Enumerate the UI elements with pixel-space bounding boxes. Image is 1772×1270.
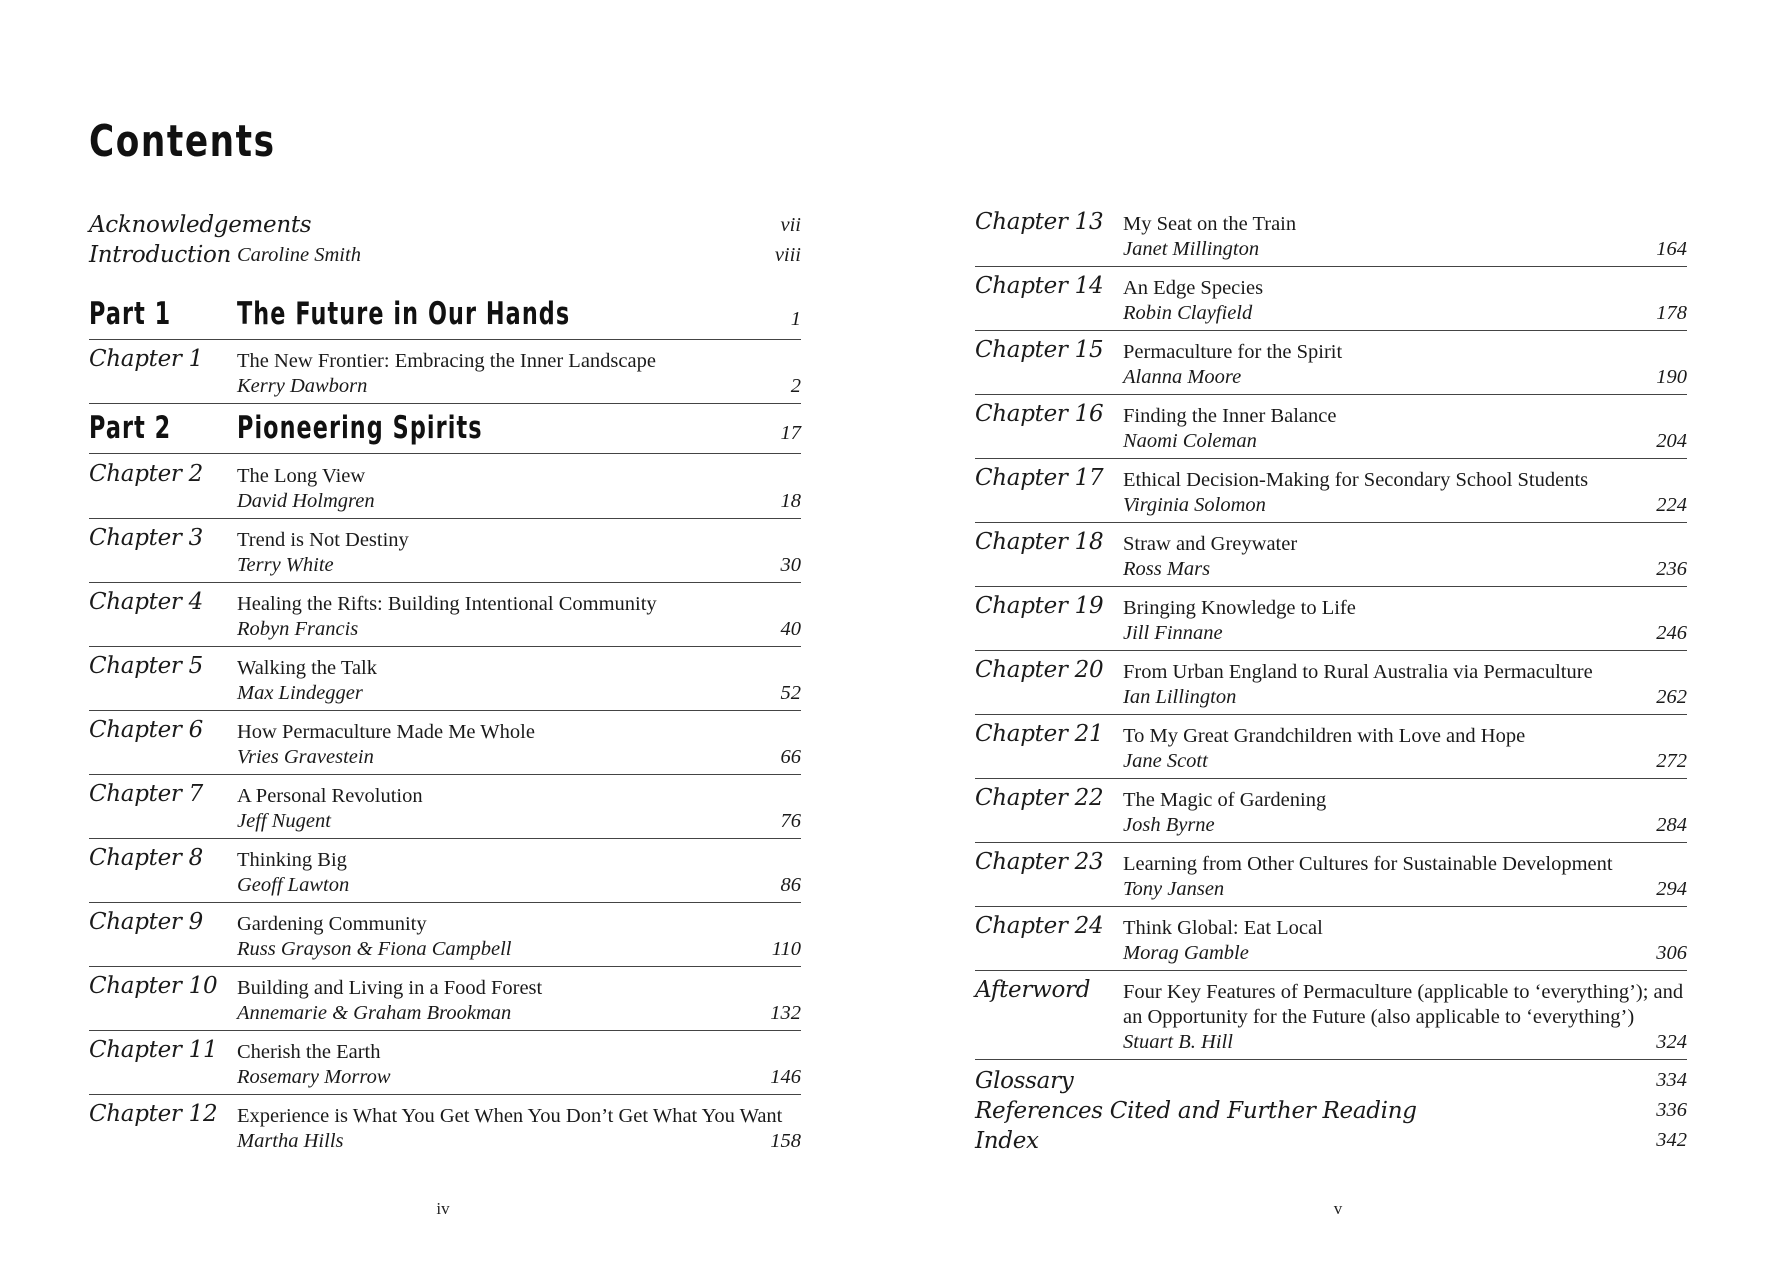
toc-entry[interactable] — [975, 779, 1687, 843]
toc-entry[interactable] — [89, 903, 801, 967]
chapter-title: A Personal Revolution — [237, 785, 423, 807]
chapter-author: Annemarie & Graham Brookman — [237, 1002, 512, 1024]
chapter-title: An Edge Species — [1123, 277, 1264, 299]
chapter-label: Chapter 2 — [89, 461, 203, 487]
chapter-author: Alanna Moore — [1123, 366, 1242, 388]
chapter-title: Permaculture for the Spirit — [1123, 341, 1343, 363]
chapter-title: Straw and Greywater — [1123, 533, 1298, 555]
chapter-label: Chapter 3 — [89, 525, 203, 551]
contents-heading: Contents — [89, 116, 276, 167]
back-matter-entry[interactable] — [975, 1066, 1687, 1096]
entry-label: References Cited and Further Reading — [975, 1098, 1417, 1124]
afterword-author: Stuart B. Hill — [1123, 1031, 1233, 1053]
chapter-author: Martha Hills — [237, 1130, 344, 1152]
toc-entry[interactable] — [89, 1095, 801, 1158]
toc-entry[interactable] — [975, 587, 1687, 651]
entry-label: Acknowledgements — [89, 212, 312, 238]
entry-author: Caroline Smith — [237, 244, 361, 266]
page-number-left: iv — [436, 1199, 450, 1218]
chapter-title: Trend is Not Destiny — [237, 529, 409, 551]
page-number: 86 — [780, 874, 801, 896]
chapter-author: Robin Clayfield — [1123, 302, 1253, 324]
toc-entry[interactable] — [89, 839, 801, 903]
toc-entry[interactable] — [89, 647, 801, 711]
chapter-label: Chapter 9 — [89, 909, 203, 935]
chapter-author: David Holmgren — [237, 490, 375, 512]
page-number-right: v — [1333, 1199, 1343, 1218]
page-number: 76 — [780, 810, 801, 832]
page-number: viii — [774, 244, 801, 266]
chapter-author: Terry White — [237, 554, 334, 576]
chapter-label: Chapter 16 — [975, 401, 1104, 427]
chapter-label: Chapter 11 — [89, 1037, 218, 1063]
page-number: 164 — [1656, 238, 1687, 260]
chapter-title: Healing the Rifts: Building Intentional Community — [237, 593, 657, 615]
toc-entry[interactable] — [975, 715, 1687, 779]
page-number: 272 — [1656, 750, 1687, 772]
chapter-label: Chapter 13 — [975, 209, 1104, 235]
page-number: 178 — [1656, 302, 1687, 324]
chapter-author: Jeff Nugent — [237, 810, 331, 832]
page-number: 132 — [770, 1002, 801, 1024]
chapter-label: Chapter 24 — [975, 913, 1104, 939]
chapter-title: Think Global: Eat Local — [1123, 917, 1323, 939]
toc-entry[interactable] — [89, 583, 801, 647]
page-number: 30 — [780, 554, 801, 576]
page-number: 110 — [771, 938, 801, 960]
chapter-author: Jill Finnane — [1123, 622, 1223, 644]
chapter-label: Chapter 23 — [975, 849, 1104, 875]
part-label: Part 2 — [89, 410, 172, 446]
page-number: 66 — [780, 746, 801, 768]
page-number: vii — [780, 214, 801, 236]
chapter-label: Chapter 19 — [975, 593, 1104, 619]
page-number: 17 — [780, 422, 801, 444]
chapter-label: Chapter 4 — [89, 589, 203, 615]
toc-entry[interactable] — [975, 651, 1687, 715]
page-number: 40 — [780, 618, 801, 640]
chapter-author: Ian Lillington — [1123, 686, 1237, 708]
chapter-author: Morag Gamble — [1123, 942, 1249, 964]
right-page — [886, 0, 1772, 1270]
front-matter-entry[interactable] — [89, 240, 801, 270]
toc-entry[interactable] — [89, 775, 801, 839]
toc-entry[interactable] — [975, 907, 1687, 971]
chapter-title: Walking the Talk — [237, 657, 378, 679]
entry-label: Introduction — [89, 242, 232, 268]
chapter-label: Chapter 7 — [89, 781, 203, 807]
chapter-author: Max Lindegger — [237, 682, 363, 704]
page-number: 334 — [1656, 1069, 1687, 1091]
chapter-title: Experience is What You Get When You Don’t Get What You Want — [237, 1105, 783, 1127]
chapter-author: Kerry Dawborn — [237, 375, 368, 397]
page-number: 146 — [770, 1066, 801, 1088]
chapter-label: Chapter 22 — [975, 785, 1104, 811]
chapter-author: Tony Jansen — [1123, 878, 1225, 900]
page-number: 306 — [1656, 942, 1687, 964]
chapter-title: Learning from Other Cultures for Sustainable Development — [1123, 853, 1613, 875]
page-number: 18 — [780, 490, 801, 512]
chapter-title: Gardening Community — [237, 913, 427, 935]
chapter-author: Naomi Coleman — [1123, 430, 1257, 452]
chapter-title: The Long View — [237, 465, 366, 487]
page-number: 324 — [1656, 1031, 1687, 1053]
chapter-title: From Urban England to Rural Australia via Permaculture — [1123, 661, 1593, 683]
chapter-title: To My Great Grandchildren with Love and Hope — [1123, 725, 1526, 747]
chapter-author: Robyn Francis — [237, 618, 359, 640]
page-number: 236 — [1656, 558, 1687, 580]
toc-entry[interactable] — [975, 459, 1687, 523]
toc-entry[interactable] — [89, 519, 801, 583]
entry-label: Index — [975, 1128, 1039, 1154]
front-matter-entry[interactable] — [89, 210, 801, 240]
chapter-title: Building and Living in a Food Forest — [237, 977, 543, 999]
page-number: 1 — [790, 308, 801, 330]
toc-entry[interactable] — [89, 455, 801, 519]
chapter-title: Ethical Decision-Making for Secondary School Students — [1123, 469, 1589, 491]
chapter-title: How Permaculture Made Me Whole — [237, 721, 535, 743]
page-number: 342 — [1656, 1129, 1687, 1151]
chapter-author: Janet Millington — [1123, 238, 1260, 260]
chapter-author: Virginia Solomon — [1123, 494, 1266, 516]
chapter-label: Chapter 5 — [89, 653, 203, 679]
chapter-title: Bringing Knowledge to Life — [1123, 597, 1356, 619]
page-number: 52 — [780, 682, 801, 704]
chapter-label: Chapter 10 — [89, 973, 218, 999]
page-number: 204 — [1656, 430, 1687, 452]
chapter-label: Chapter 20 — [975, 657, 1104, 683]
page-number: 284 — [1656, 814, 1687, 836]
chapter-label: Chapter 8 — [89, 845, 203, 871]
toc-entry[interactable] — [975, 843, 1687, 907]
chapter-title: My Seat on the Train — [1123, 213, 1297, 235]
page-number: 224 — [1656, 494, 1687, 516]
toc-entry[interactable] — [89, 967, 801, 1031]
chapter-author: Rosemary Morrow — [237, 1066, 391, 1088]
part-heading[interactable] — [89, 291, 801, 340]
chapter-author: Vries Gravestein — [237, 746, 374, 768]
page-number: 294 — [1656, 878, 1687, 900]
chapter-label: Chapter 14 — [975, 273, 1104, 299]
chapter-author: Josh Byrne — [1123, 814, 1215, 836]
chapter-title: The Magic of Gardening — [1123, 789, 1327, 811]
toc-entry[interactable] — [975, 395, 1687, 459]
part-title: Pioneering Spirits — [237, 410, 483, 446]
page-number: 2 — [790, 375, 801, 397]
toc-entry[interactable] — [89, 1031, 801, 1095]
chapter-label: Chapter 15 — [975, 337, 1104, 363]
afterword-label: Afterword — [975, 977, 1091, 1003]
chapter-title: Cherish the Earth — [237, 1041, 381, 1063]
toc-entry[interactable] — [975, 203, 1687, 267]
chapter-title: The New Frontier: Embracing the Inner Landscape — [237, 350, 656, 372]
toc-entry[interactable] — [89, 711, 801, 775]
afterword-entry[interactable] — [975, 971, 1687, 1060]
chapter-title: Finding the Inner Balance — [1123, 405, 1337, 427]
toc-entry[interactable] — [975, 523, 1687, 587]
chapter-label: Chapter 18 — [975, 529, 1104, 555]
page-number: 246 — [1656, 622, 1687, 644]
afterword-title-line-2: an Opportunity for the Future (also applicable to ‘everything’) — [1123, 1006, 1635, 1028]
afterword-title-line-1: Four Key Features of Permaculture (applicable to ‘everything’); and — [1123, 981, 1684, 1003]
page-number: 158 — [770, 1130, 801, 1152]
chapter-author: Ross Mars — [1123, 558, 1211, 580]
toc-entry[interactable] — [975, 267, 1687, 331]
part-heading[interactable] — [89, 405, 801, 454]
page-number: 190 — [1656, 366, 1687, 388]
back-matter-entry[interactable] — [975, 1096, 1687, 1126]
chapter-label: Chapter 17 — [975, 465, 1104, 491]
chapter-label: Chapter 21 — [975, 721, 1104, 747]
chapter-author: Geoff Lawton — [237, 874, 350, 896]
page-number: 336 — [1656, 1099, 1687, 1121]
chapter-title: Thinking Big — [237, 849, 347, 871]
chapter-author: Jane Scott — [1123, 750, 1208, 772]
entry-label: Glossary — [975, 1068, 1074, 1094]
part-title: The Future in Our Hands — [237, 296, 571, 332]
toc-entry[interactable] — [89, 340, 801, 404]
chapter-label: Chapter 1 — [89, 346, 203, 372]
chapter-label: Chapter 12 — [89, 1101, 218, 1127]
toc-entry[interactable] — [975, 331, 1687, 395]
chapter-author: Russ Grayson & Fiona Campbell — [237, 938, 512, 960]
chapter-label: Chapter 6 — [89, 717, 203, 743]
back-matter-entry[interactable] — [975, 1126, 1687, 1156]
part-label: Part 1 — [89, 296, 172, 332]
page-number: 262 — [1656, 686, 1687, 708]
